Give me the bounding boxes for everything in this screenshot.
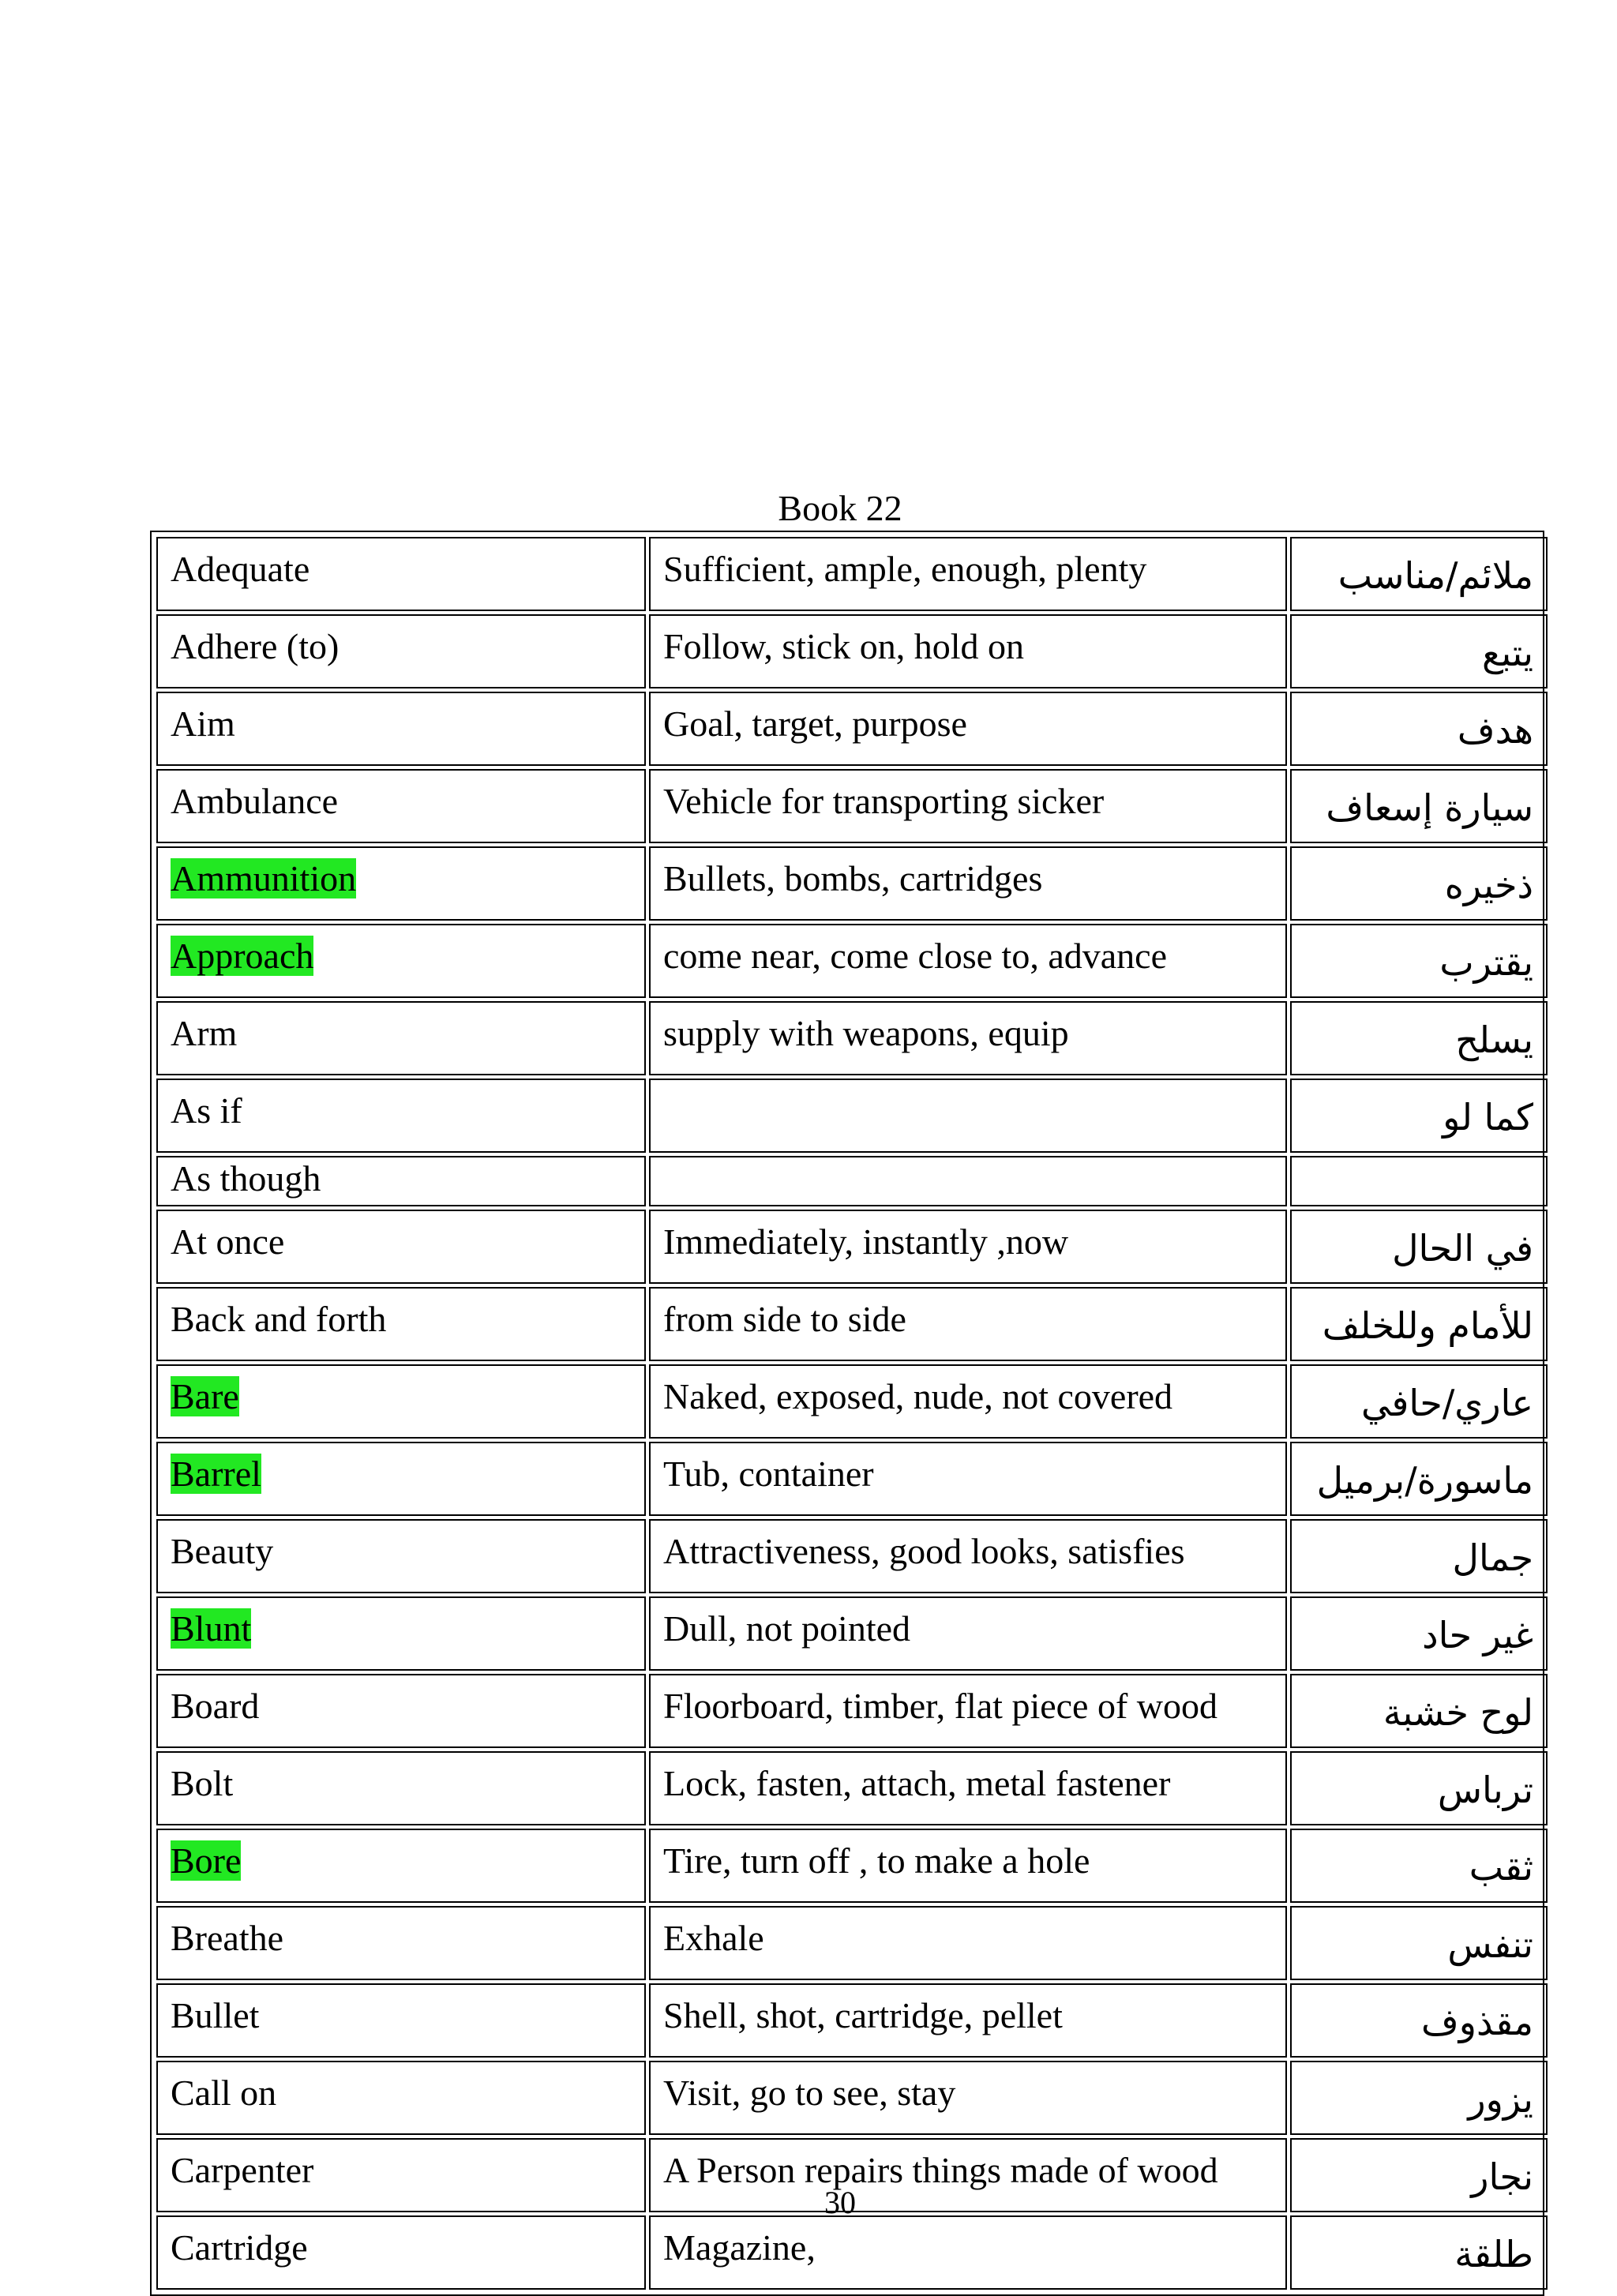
meaning-cell: [649, 1596, 1287, 1671]
english-word: Bullet: [171, 1995, 260, 2035]
arabic-translation: غير حاد: [1422, 1614, 1533, 1656]
meaning-cell: [649, 1156, 1287, 1206]
word-cell: [156, 1156, 646, 1206]
meaning-cell: [649, 1287, 1287, 1361]
word-cell: [156, 537, 646, 611]
english-word: Adhere (to): [171, 626, 340, 666]
table-row: [156, 1287, 1548, 1361]
meaning-cell: [649, 1079, 1287, 1153]
word-cell: [156, 2215, 646, 2290]
table-row: [156, 2061, 1548, 2135]
english-meaning: come near, come close to, advance: [663, 936, 1168, 976]
table-row: [156, 614, 1548, 688]
arabic-cell: [1290, 1674, 1548, 1748]
table-row: [156, 2215, 1548, 2290]
word-cell: [156, 1983, 646, 2058]
english-meaning: Attractiveness, good looks, satisfies: [663, 1531, 1185, 1571]
table-row: [156, 692, 1548, 766]
english-meaning: Immediately, instantly ,now: [663, 1221, 1069, 1262]
arabic-translation: ملائم/مناسب: [1337, 554, 1533, 597]
english-meaning: Shell, shot, cartridge, pellet: [663, 1995, 1063, 2035]
table-row: [156, 1519, 1548, 1593]
english-meaning: A Person repairs things made of wood: [663, 2150, 1218, 2190]
arabic-translation: طلقة: [1454, 2233, 1533, 2275]
arabic-cell: [1290, 1906, 1548, 1980]
english-word: Beauty: [171, 1531, 274, 1571]
english-meaning: Dull, not pointed: [663, 1608, 911, 1649]
arabic-translation: نجار: [1471, 2155, 1533, 2198]
english-meaning: Sufficient, ample, enough, plenty: [663, 549, 1147, 589]
word-cell: [156, 1829, 646, 1903]
english-word: Bore: [171, 1840, 242, 1881]
english-meaning: Tub, container: [663, 1454, 874, 1494]
word-cell: [156, 1364, 646, 1439]
arabic-cell: [1290, 1519, 1548, 1593]
meaning-cell: [649, 1442, 1287, 1516]
arabic-cell: [1290, 1079, 1548, 1153]
english-meaning: Bullets, bombs, cartridges: [663, 858, 1043, 899]
arabic-translation: عاري/حافي: [1361, 1382, 1533, 1424]
arabic-cell: [1290, 614, 1548, 688]
english-word: Barrel: [171, 1454, 261, 1494]
arabic-translation: هدف: [1457, 709, 1533, 752]
word-cell: [156, 2061, 646, 2135]
meaning-cell: [649, 2061, 1287, 2135]
table-row: [156, 1364, 1548, 1439]
arabic-translation: جمال: [1452, 1536, 1533, 1579]
arabic-cell: [1290, 692, 1548, 766]
meaning-cell: [649, 1001, 1287, 1075]
english-meaning: Lock, fasten, attach, metal fastener: [663, 1763, 1171, 1803]
english-meaning: Tire, turn off , to make a hole: [663, 1840, 1090, 1881]
meaning-cell: [649, 692, 1287, 766]
arabic-cell: [1290, 1983, 1548, 2058]
table-row: [156, 1079, 1548, 1153]
arabic-cell: [1290, 1751, 1548, 1825]
arabic-cell: [1290, 1001, 1548, 1075]
arabic-cell: [1290, 924, 1548, 998]
table-row: [156, 1001, 1548, 1075]
english-word: As if: [171, 1090, 242, 1131]
english-word: Bare: [171, 1376, 239, 1416]
word-cell: [156, 1519, 646, 1593]
arabic-cell: [1290, 1156, 1548, 1206]
word-cell: [156, 846, 646, 921]
arabic-cell: [1290, 769, 1548, 843]
english-word: Arm: [171, 1013, 238, 1053]
arabic-translation: يتبع: [1481, 632, 1533, 674]
arabic-translation: في الحال: [1392, 1227, 1533, 1270]
table-row: [156, 1674, 1548, 1748]
arabic-cell: [1290, 2061, 1548, 2135]
english-meaning: Floorboard, timber, flat piece of wood: [663, 1686, 1218, 1726]
word-cell: [156, 614, 646, 688]
word-cell: [156, 1442, 646, 1516]
english-meaning: Vehicle for transporting sicker: [663, 781, 1105, 821]
english-word: Board: [171, 1686, 260, 1726]
arabic-cell: [1290, 846, 1548, 921]
word-cell: [156, 1079, 646, 1153]
english-meaning: Goal, target, purpose: [663, 703, 967, 744]
word-cell: [156, 1674, 646, 1748]
english-word: Blunt: [171, 1608, 252, 1649]
word-cell: [156, 1287, 646, 1361]
english-word: Call on: [171, 2073, 277, 2113]
meaning-cell: [649, 769, 1287, 843]
meaning-cell: [649, 1674, 1287, 1748]
arabic-cell: [1290, 1364, 1548, 1439]
english-meaning: Visit, go to see, stay: [663, 2073, 956, 2113]
english-word: Back and forth: [171, 1299, 387, 1339]
word-cell: [156, 1751, 646, 1825]
meaning-cell: [649, 2215, 1287, 2290]
meaning-cell: [649, 1364, 1287, 1439]
english-word: Approach: [171, 936, 314, 976]
arabic-translation: ترباس: [1437, 1769, 1533, 1811]
word-cell: [156, 924, 646, 998]
meaning-cell: [649, 614, 1287, 688]
arabic-cell: [1290, 1287, 1548, 1361]
arabic-cell: [1290, 1829, 1548, 1903]
table-row: [156, 1906, 1548, 1980]
meaning-cell: [649, 1519, 1287, 1593]
arabic-translation: لوح خشبة: [1383, 1691, 1533, 1734]
arabic-cell: [1290, 1442, 1548, 1516]
english-meaning: supply with weapons, equip: [663, 1013, 1069, 1053]
meaning-cell: [649, 1983, 1287, 2058]
arabic-cell: [1290, 537, 1548, 611]
arabic-translation: ماسورة/برميل: [1316, 1459, 1533, 1502]
vocabulary-table-body: [156, 537, 1548, 2290]
word-cell: [156, 1210, 646, 1284]
arabic-translation: ثقب: [1469, 1846, 1533, 1889]
arabic-translation: سيارة إسعاف: [1326, 786, 1533, 829]
table-row: [156, 1829, 1548, 1903]
english-meaning: Follow, stick on, hold on: [663, 626, 1025, 666]
english-word: Breathe: [171, 1918, 284, 1958]
meaning-cell: [649, 1829, 1287, 1903]
word-cell: [156, 692, 646, 766]
arabic-cell: [1290, 2215, 1548, 2290]
meaning-cell: [649, 1751, 1287, 1825]
arabic-translation: كما لو: [1443, 1096, 1533, 1139]
english-meaning: Naked, exposed, nude, not covered: [663, 1376, 1173, 1416]
table-row: [156, 924, 1548, 998]
english-word: Bolt: [171, 1763, 234, 1803]
english-word: At once: [171, 1221, 285, 1262]
english-word: Adequate: [171, 549, 310, 589]
vocabulary-table-frame: [150, 531, 1544, 2296]
english-word: Cartridge: [171, 2227, 308, 2268]
meaning-cell: [649, 1906, 1287, 1980]
table-row: [156, 537, 1548, 611]
table-row: [156, 1210, 1548, 1284]
vocabulary-table: [153, 534, 1551, 2293]
arabic-translation: يسلح: [1455, 1019, 1533, 1061]
english-meaning: from side to side: [663, 1299, 906, 1339]
english-word: Carpenter: [171, 2150, 314, 2190]
table-row: [156, 1596, 1548, 1671]
table-row: [156, 1751, 1548, 1825]
document-title: Book 22: [778, 488, 902, 528]
english-word: Ammunition: [171, 858, 357, 899]
english-word: Ambulance: [171, 781, 339, 821]
english-word: Aim: [171, 703, 235, 744]
english-word: As though: [171, 1158, 321, 1199]
table-row: [156, 1156, 1548, 1206]
english-meaning: Magazine,: [663, 2227, 816, 2268]
arabic-translation: يزور: [1468, 2078, 1533, 2121]
arabic-cell: [1290, 1210, 1548, 1284]
meaning-cell: [649, 846, 1287, 921]
meaning-cell: [649, 537, 1287, 611]
arabic-translation: مقذوف: [1421, 2001, 1533, 2043]
word-cell: [156, 769, 646, 843]
arabic-translation: للأمام وللخلف: [1322, 1304, 1533, 1347]
arabic-translation: يقترب: [1439, 941, 1533, 984]
english-meaning: Exhale: [663, 1918, 764, 1958]
table-row: [156, 846, 1548, 921]
arabic-translation: ذخيره: [1444, 864, 1533, 906]
word-cell: [156, 1001, 646, 1075]
meaning-cell: [649, 1210, 1287, 1284]
table-row: [156, 1983, 1548, 2058]
word-cell: [156, 1906, 646, 1980]
arabic-translation: تنفس: [1447, 1923, 1533, 1966]
table-row: [156, 769, 1548, 843]
table-row: [156, 1442, 1548, 1516]
meaning-cell: [649, 924, 1287, 998]
word-cell: [156, 1596, 646, 1671]
arabic-cell: [1290, 1596, 1548, 1671]
page-number: 30: [824, 2185, 856, 2220]
